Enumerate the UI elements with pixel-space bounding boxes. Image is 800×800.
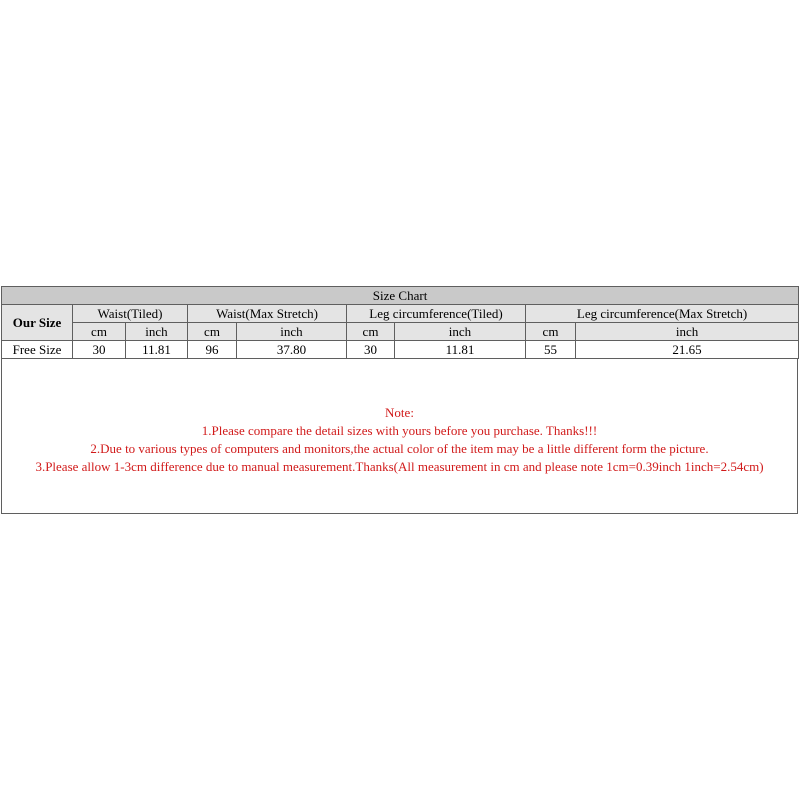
value-cell: 11.81 [395,341,526,359]
value-cell: 37.80 [237,341,347,359]
group-header-waist-tiled: Waist(Tiled) [73,305,188,323]
unit-cm: cm [188,323,237,341]
note-heading: Note: [385,405,414,420]
unit-inch: inch [126,323,188,341]
value-cell: 11.81 [126,341,188,359]
note-line-1: 1.Please compare the detail sizes with yours before you purchase. Thanks!!! [201,423,598,438]
notes-box [1,359,798,514]
unit-inch: inch [395,323,526,341]
unit-cm: cm [347,323,395,341]
unit-inch: inch [576,323,799,341]
unit-cm: cm [526,323,576,341]
value-cell: 30 [73,341,126,359]
size-table [1,286,799,359]
value-cell: 55 [526,341,576,359]
group-header-waist-max-stretch: Waist(Max Stretch) [188,305,347,323]
unit-inch: inch [237,323,347,341]
chart-title: Size Chart [2,287,799,305]
note-line-3: 3.Please allow 1-3cm difference due to manual measurement.Thanks(All measurement in cm and please note 1cm=0.39inch 1inch=2.54cm) [35,459,764,474]
unit-row [2,323,799,341]
value-cell: 96 [188,341,237,359]
size-chart [1,286,798,514]
table-row [2,341,799,359]
note-line-2: 2.Due to various types of computers and monitors,the actual color of the item may be a little different form the picture. [90,441,709,456]
value-cell: 30 [347,341,395,359]
group-header-leg-tiled: Leg circumference(Tiled) [347,305,526,323]
group-header-leg-max-stretch: Leg circumference(Max Stretch) [526,305,799,323]
value-cell: 21.65 [576,341,799,359]
title-row [2,287,799,305]
unit-cm: cm [73,323,126,341]
size-cell: Free Size [2,341,73,359]
our-size-header: Our Size [2,305,73,341]
group-header-row [2,305,799,323]
